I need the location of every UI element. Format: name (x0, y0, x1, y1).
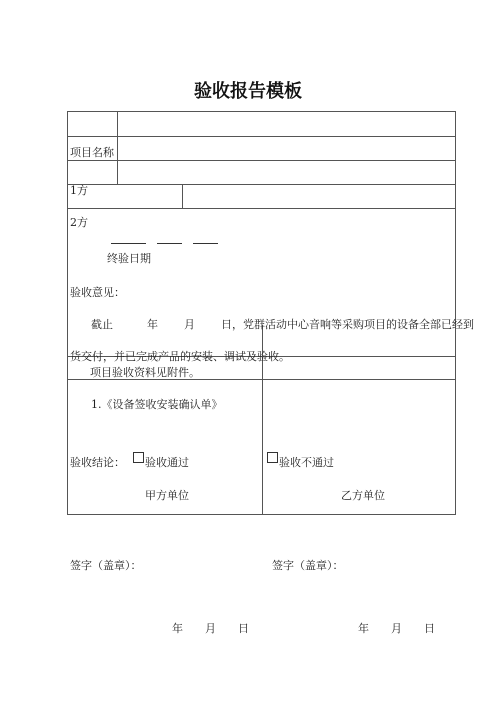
right-signature-date: 年 月 日 (358, 622, 435, 635)
table-line (67, 208, 456, 209)
party-b-label: 2方 (70, 216, 88, 229)
party-a-label: 1方 (70, 184, 88, 197)
date-blank-day (193, 243, 218, 244)
table-line-right (455, 111, 456, 515)
table-line (182, 184, 183, 209)
opinion-year: 年 (147, 318, 158, 331)
fail-label: 验收不通过 (279, 456, 334, 469)
pass-label: 验收通过 (145, 456, 189, 469)
opinion-month: 月 (184, 318, 195, 331)
date-blank-year (111, 243, 146, 244)
table-line-left (67, 111, 68, 515)
table-line (67, 184, 456, 185)
party-a-unit: 甲方单位 (145, 489, 189, 502)
date-blank-month (157, 243, 182, 244)
right-signature-label: 签字（盖章）： (272, 559, 344, 572)
final-inspection-date-label: 终验日期 (107, 252, 151, 265)
table-line-top (67, 111, 456, 112)
opinion-line3: 项目验收资料见附件。 (90, 366, 200, 379)
opinion-label: 验收意见： (70, 286, 125, 299)
conclusion-label: 验收结论： (70, 456, 125, 469)
opinion-line1-suffix: 日，党群活动中心音响等采购项目的设备全部已经到 (221, 318, 474, 331)
left-signature-label: 签字（盖章）： (70, 559, 142, 572)
project-name-label: 项目名称 (70, 146, 114, 159)
fail-checkbox[interactable] (267, 452, 278, 463)
opinion-cutoff: 截止 (91, 318, 113, 331)
pass-checkbox[interactable] (133, 452, 144, 463)
left-signature-date: 年 月 日 (172, 622, 249, 635)
table-line (67, 136, 456, 137)
opinion-line2: 货交付，并已完成产品的安装、调试及验收。 (70, 350, 290, 363)
table-line (117, 111, 118, 185)
page-title: 验收报告模板 (194, 81, 302, 102)
table-line (67, 160, 456, 161)
attachment-item-1: 1.《设备签收安装确认单》 (91, 398, 223, 411)
party-b-unit: 乙方单位 (341, 489, 385, 502)
